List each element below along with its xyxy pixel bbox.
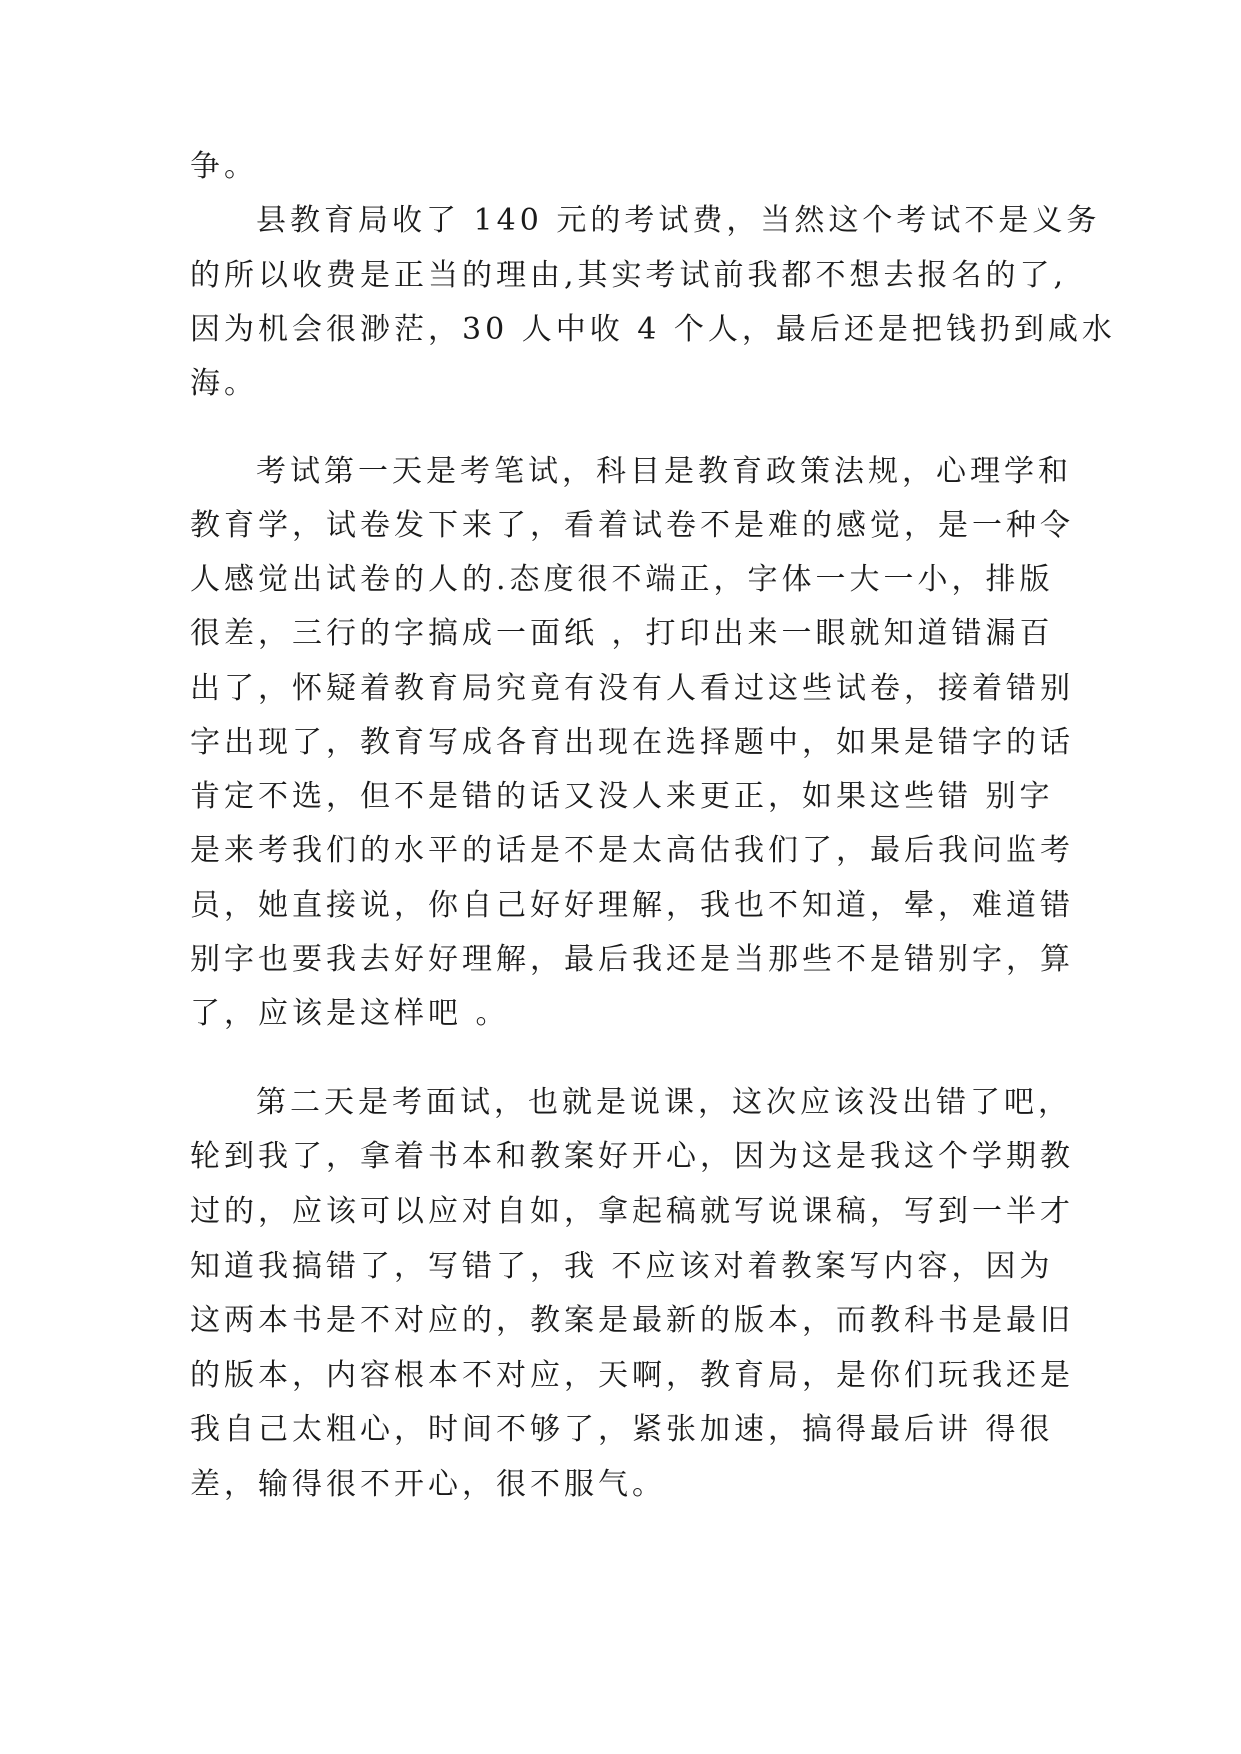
text-line: 了，应该是这样吧 。 — [190, 996, 510, 1031]
text-line: 出了，怀疑着教育局究竟有没有人看过这些试卷，接着错别 — [190, 671, 1074, 706]
text-line: 考试第一天是考笔试，科目是教育政策法规，心理学和 — [256, 454, 1072, 489]
text-line: 第二天是考面试，也就是说课，这次应该没出错了吧， — [256, 1085, 1072, 1120]
text-line: 过的，应该可以应对自如，拿起稿就写说课稿，写到一半才 — [190, 1194, 1074, 1229]
text-line: 轮到我了，拿着书本和教案好开心，因为这是我这个学期教 — [190, 1139, 1074, 1174]
text-line: 肯定不选，但不是错的话又没人来更正，如果这些错 别字 — [190, 779, 1054, 814]
text-line: 争。 — [190, 149, 258, 184]
text-line: 别字也要我去好好理解，最后我还是当那些不是错别字，算 — [190, 942, 1074, 977]
text-line: 人感觉出试卷的人的.态度很不端正，字体一大一小，排版 — [190, 562, 1054, 597]
text-line: 很差，三行的字搞成一面纸 ，打印出来一眼就知道错漏百 — [190, 616, 1054, 651]
text-line: 知道我搞错了，写错了，我 不应该对着教案写内容，因为 — [190, 1249, 1054, 1284]
text-line: 的版本，内容根本不对应，天啊，教育局，是你们玩我还是 — [190, 1358, 1074, 1393]
text-line: 这两本书是不对应的，教案是最新的版本，而教科书是最旧 — [190, 1303, 1074, 1338]
text-line: 因为机会很渺茫，30 人中收 4 个人，最后还是把钱扔到咸水 — [190, 312, 1116, 347]
text-line: 是来考我们的水平的话是不是太高估我们了，最后我问监考 — [190, 833, 1074, 868]
text-line: 海。 — [190, 366, 258, 401]
text-line: 的所以收费是正当的理由,其实考试前我都不想去报名的了, — [190, 258, 1068, 293]
text-line: 我自己太粗心，时间不够了，紧张加速，搞得最后讲 得很 — [190, 1412, 1054, 1447]
text-line: 字出现了，教育写成各育出现在选择题中，如果是错字的话 — [190, 725, 1074, 760]
text-line: 县教育局收了 140 元的考试费，当然这个考试不是义务 — [256, 203, 1101, 238]
text-line: 员，她直接说，你自己好好理解，我也不知道，晕，难道错 — [190, 888, 1074, 923]
text-line: 教育学，试卷发下来了，看着试卷不是难的感觉，是一种令 — [190, 508, 1074, 543]
text-line: 差，输得很不开心，很不服气。 — [190, 1467, 666, 1502]
